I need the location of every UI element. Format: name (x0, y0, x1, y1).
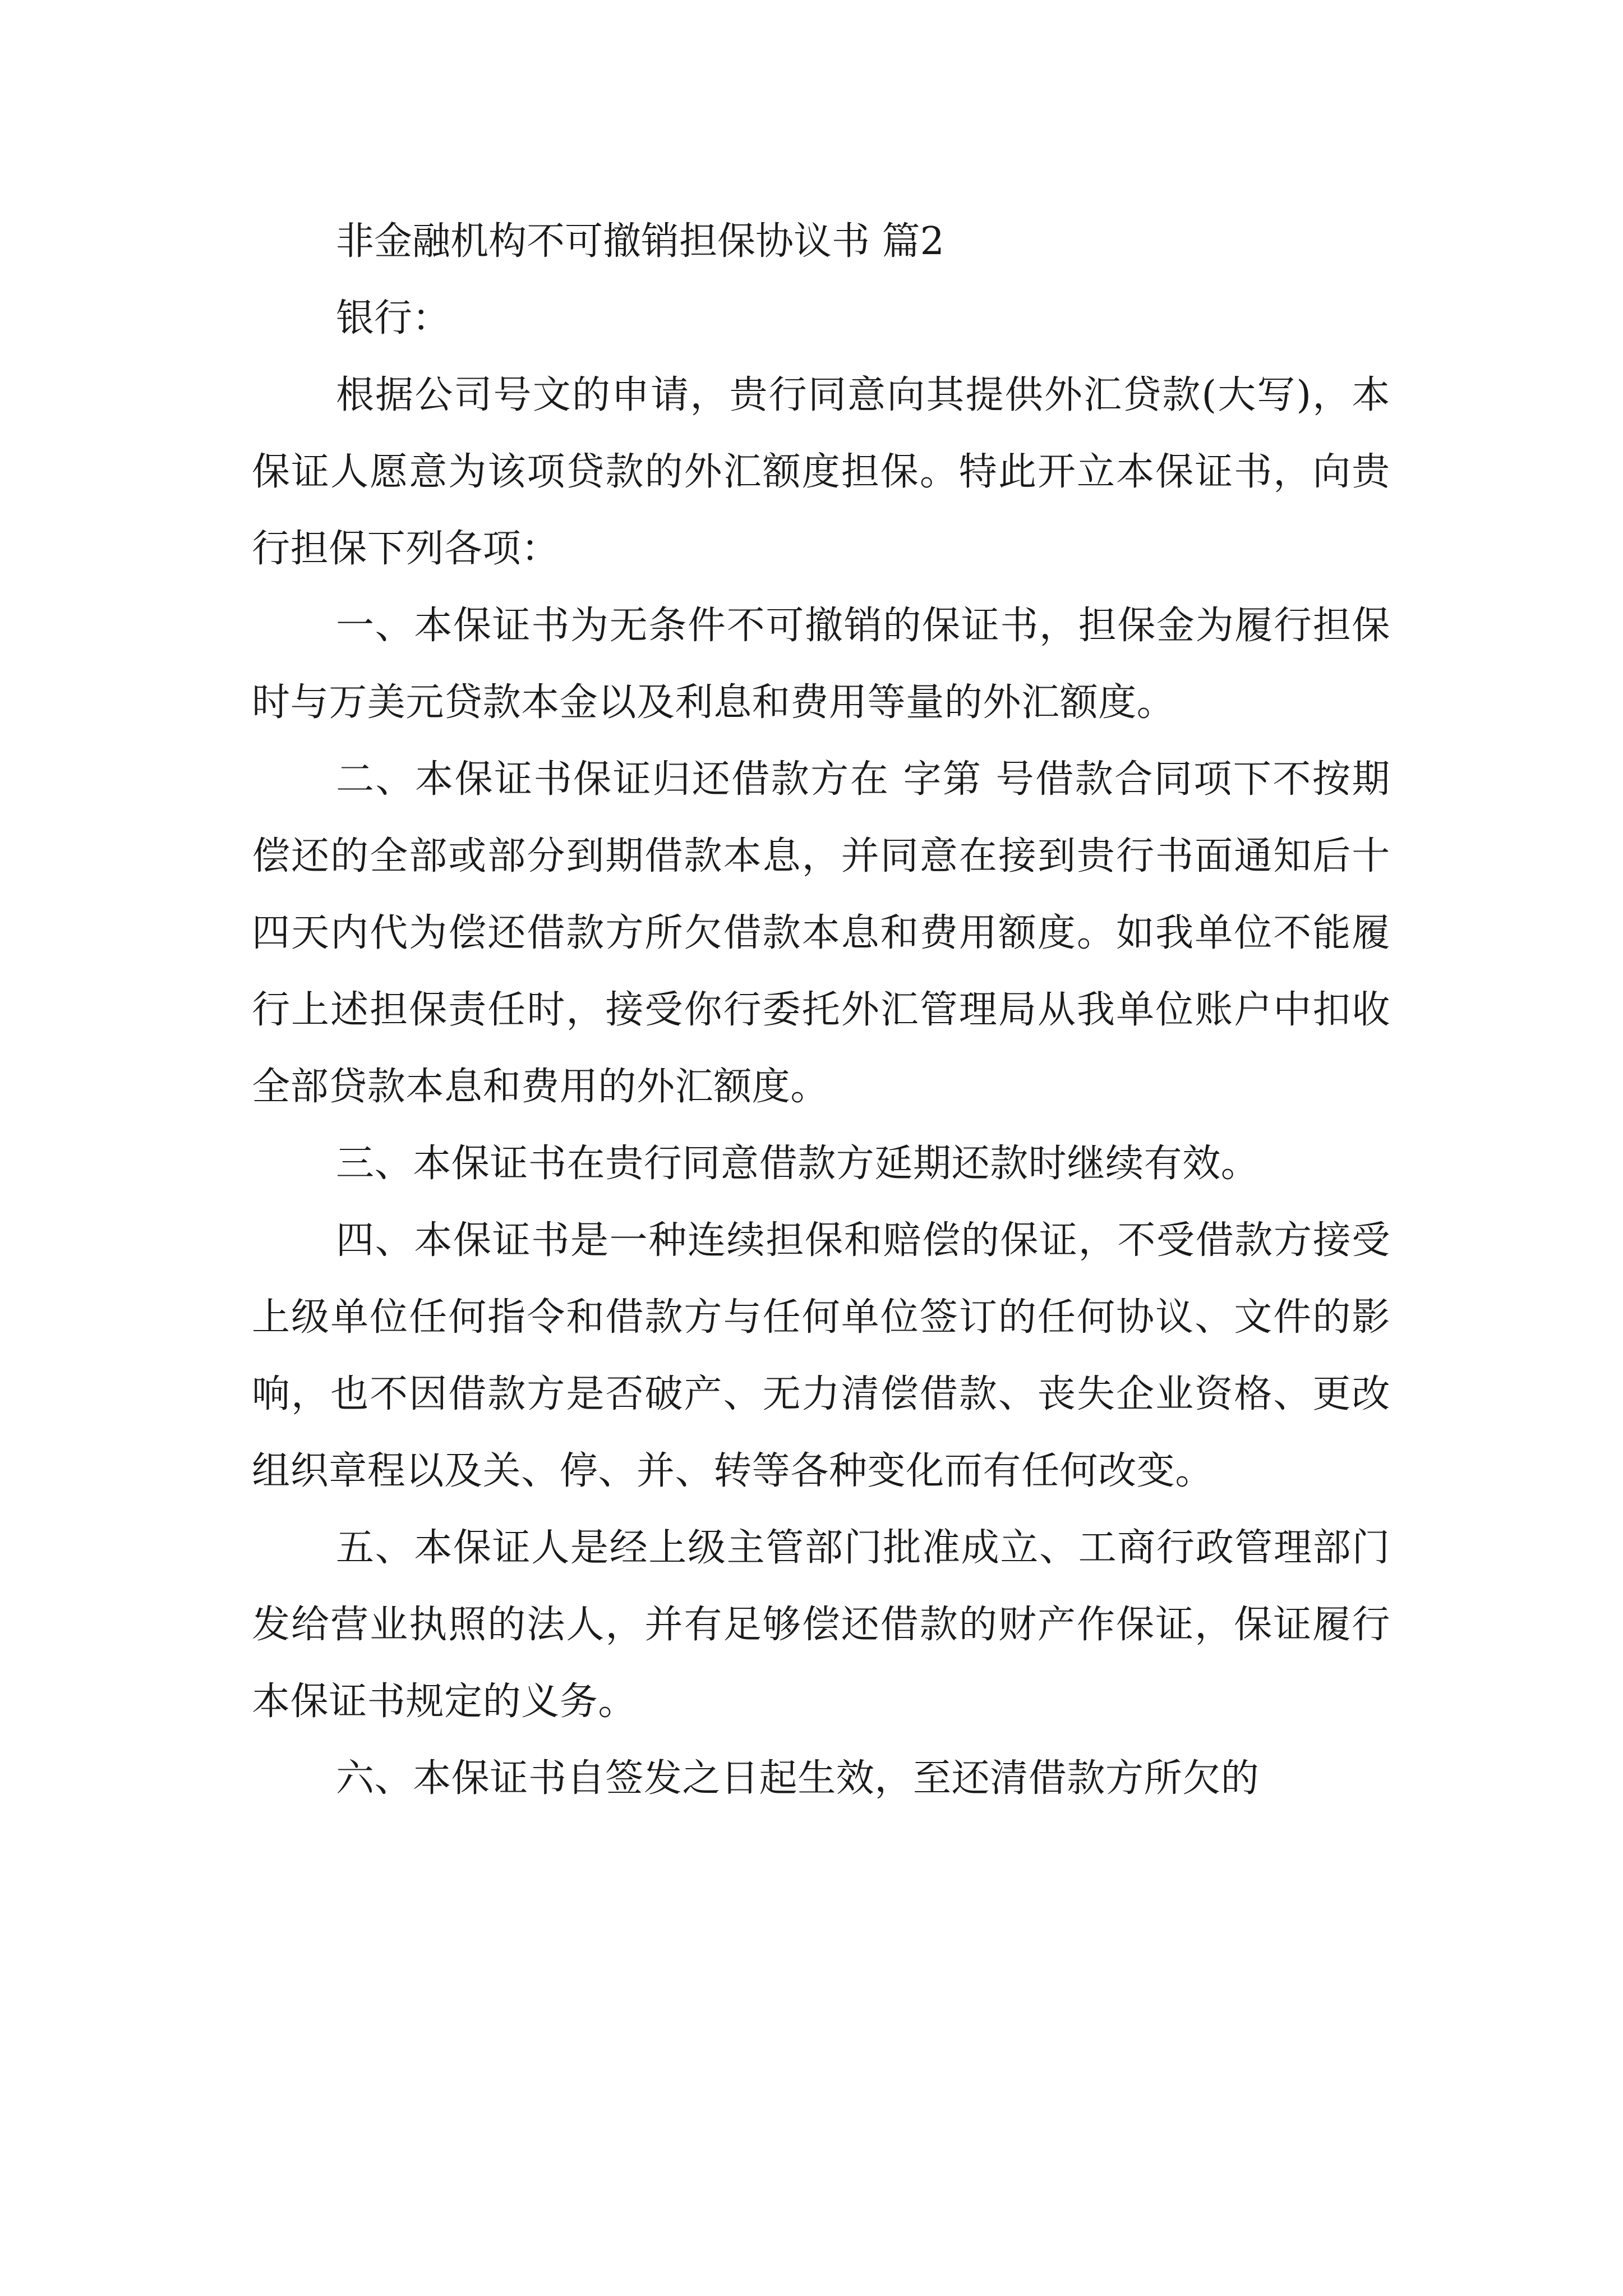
paragraph-clause-6: 六、本保证书自签发之日起生效，至还清借款方所欠的 (336, 1756, 1260, 1801)
paragraph-clause-3: 三、本保证书在贵行同意借款方延期还款时继续有效。 (336, 1142, 1260, 1186)
paragraph-intro: 根据公司号文的申请，贵行同意向其提供外汇贷款(大写)，本保证人愿意为该项贷款的外汇额度担保。特此开立本保证书，向贵行担保下列各项： (252, 373, 1390, 571)
paragraph-clause-1: 一、本保证书为无条件不可撤销的保证书，担保金为履行担保时与万美元贷款本金以及利息和费用等量的外汇额度。 (252, 604, 1390, 725)
paragraph-clause-2: 二、本保证书保证归还借款方在 字第 号借款合同项下不按期偿还的全部或部分到期借款本息，并同意在接到贵行书面通知后十四天内代为偿还借款方所欠借款本息和费用额度。如我单位不能履行上述担保责任时，接受你行委托外汇管理局从我单位账户中扣收全部贷款本息和费用的外汇额度。 (252, 757, 1390, 1109)
document-body (252, 203, 1390, 1817)
paragraph-clause-5: 五、本保证人是经上级主管部门批准成立、工商行政管理部门发给营业执照的法人，并有足够偿还借款的财产作保证，保证履行本保证书规定的义务。 (252, 1526, 1390, 1724)
document-title: 非金融机构不可撤销担保协议书 篇2 (336, 219, 944, 264)
paragraph-clause-4: 四、本保证书是一种连续担保和赔偿的保证，不受借款方接受上级单位任何指令和借款方与任何单位签订的任何协议、文件的影响，也不因借款方是否破产、无力清偿借款、丧失企业资格、更改组织章程以及关、停、并、转等各种变化而有任何改变。 (252, 1218, 1390, 1493)
salutation: 银行： (336, 296, 451, 341)
